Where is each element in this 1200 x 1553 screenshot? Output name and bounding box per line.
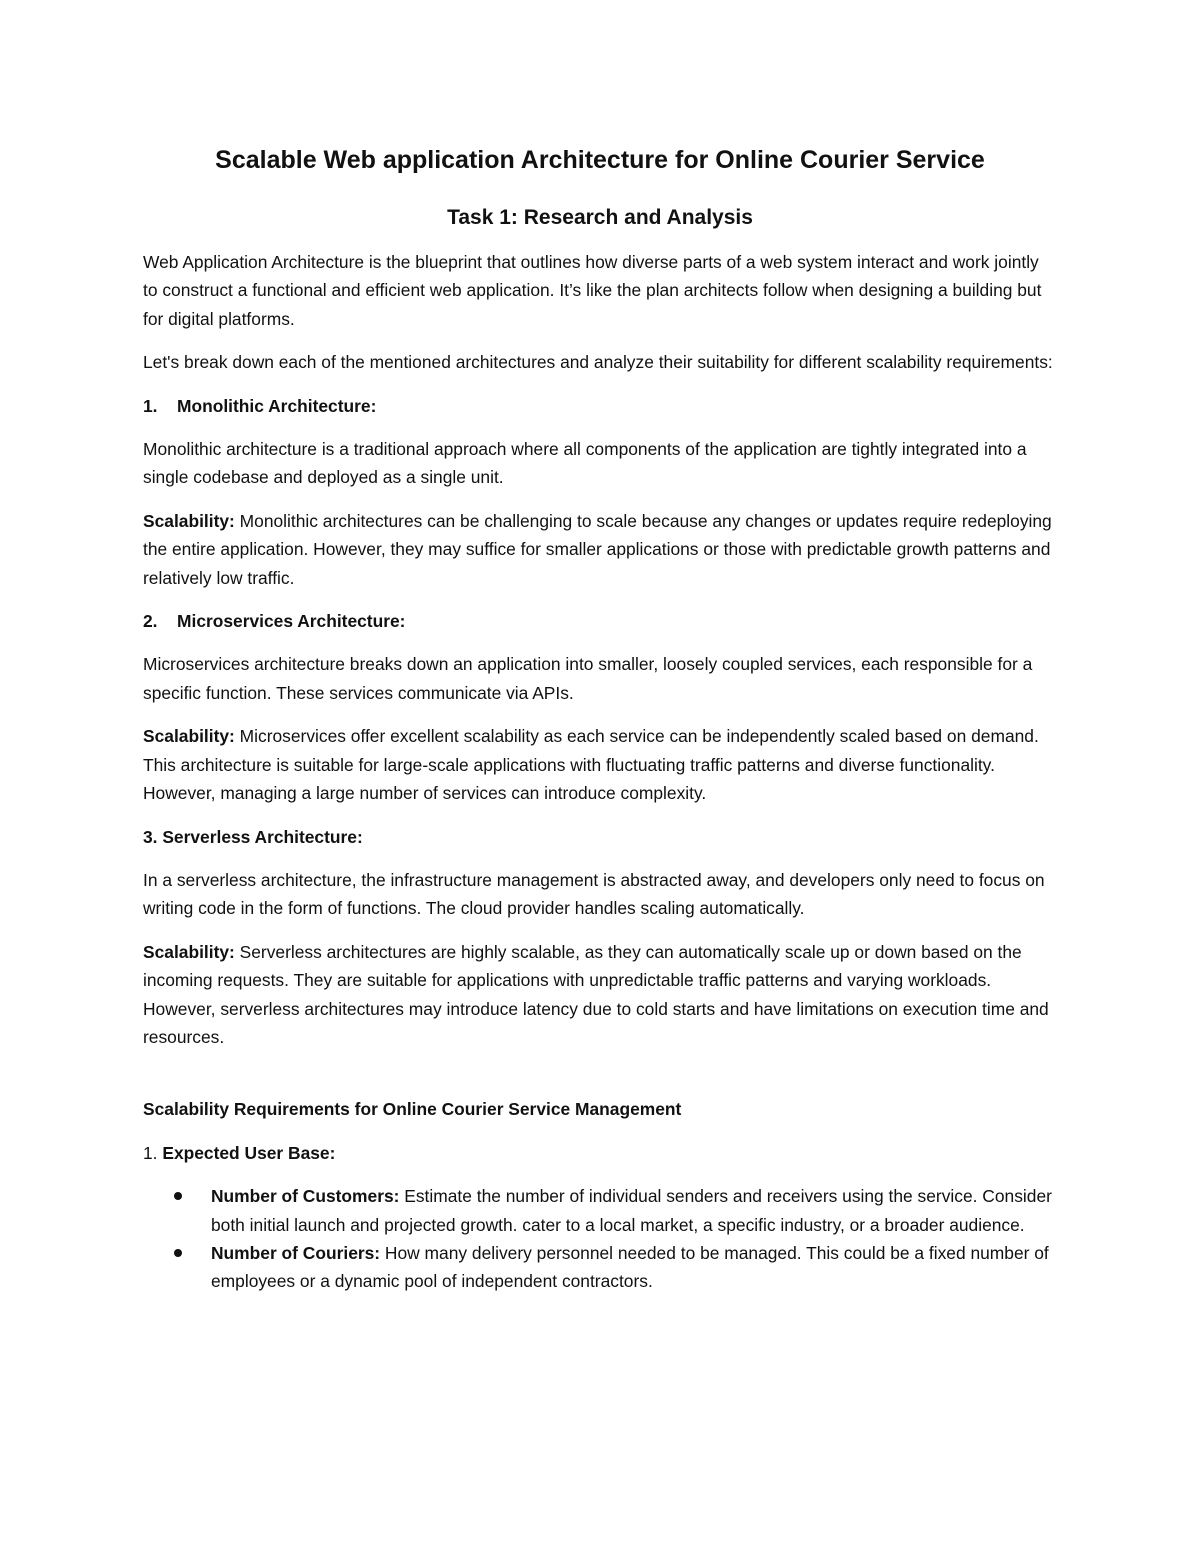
scalability-label: Scalability: <box>143 726 235 747</box>
bullet-icon <box>143 1239 211 1296</box>
section-scalability <box>143 507 1057 592</box>
section-heading-microservices <box>143 607 1057 635</box>
list-item-body: How many delivery personnel needed to be managed. This could be a fixed number of employees or a dynamic pool of independent contractors. <box>211 1242 1049 1292</box>
requirements-list <box>143 1182 1057 1296</box>
scalability-text: Microservices offer excellent scalability as each service can be independently scaled based on demand. This architecture is suitable for large-scale applications with fluctuating traffic patterns and diverse functionality. However, managing a large number of services can introduce complexity. <box>143 726 1039 804</box>
document-title: Scalable Web application Architecture for Online Courier Service <box>215 146 985 174</box>
bullet-icon <box>143 1182 211 1239</box>
breakdown-paragraph: Let's break down each of the mentioned architectures and analyze their suitability for different scalability requirements: <box>143 352 1053 373</box>
section-description: Monolithic architecture is a traditional approach where all components of the application are tightly integrated into a single codebase and deployed as a single unit. <box>143 439 1027 488</box>
list-item <box>143 1239 1057 1296</box>
scalability-text: Serverless architectures are highly scalable, as they can automatically scale up or down based on the incoming requests. They are suitable for applications with unpredictable traffic patterns and varying workloads. However, serverless architectures may introduce latency due to cold starts and have limitations on execution time and resources. <box>143 941 1049 1047</box>
section-number: 2. <box>143 611 158 632</box>
section-heading-text: Monolithic Architecture: <box>177 395 377 416</box>
list-item-text <box>211 1239 1057 1296</box>
list-item <box>143 1182 1057 1239</box>
section-description: In a serverless architecture, the infrastructure management is abstracted away, and developers only need to focus on writing code in the form of functions. The cloud provider handles scaling automatically. <box>143 869 1045 919</box>
document-body <box>143 142 1057 1296</box>
user-base-heading-text: Expected User Base: <box>162 1142 336 1163</box>
section-scalability <box>143 938 1057 1052</box>
user-base-heading <box>143 1139 1057 1167</box>
document-subtitle: Task 1: Research and Analysis <box>447 206 753 229</box>
scalability-text: Monolithic architectures can be challenging to scale because any changes or updates require redeploying the entire application. However, they may suffice for smaller applications or those with predictable growth patterns and relatively low traffic. <box>143 510 1052 588</box>
intro-paragraph: Web Application Architecture is the blueprint that outlines how diverse parts of a web system interact and work jointly to construct a functional and efficient web application. It’s like the plan architects follow when designing a building but for digital platforms. <box>143 252 1042 329</box>
section-scalability <box>143 722 1057 807</box>
section-heading-text: Microservices Architecture: <box>177 611 406 632</box>
requirements-heading: Scalability Requirements for Online Courier Service Management <box>143 1099 682 1120</box>
list-item-text <box>211 1182 1057 1239</box>
list-item-label: Number of Customers: <box>211 1186 400 1207</box>
section-number: 1. <box>143 395 158 416</box>
list-item-body: Estimate the number of individual senders and receivers using the service. Consider both initial launch and projected growth. cater to a local market, a specific industry, or a broader audience. <box>211 1186 1052 1235</box>
section-description: Microservices architecture breaks down an application into smaller, loosely coupled services, each responsible for a specific function. These services communicate via APIs. <box>143 654 1033 703</box>
list-item-label: Number of Couriers: <box>211 1242 381 1263</box>
scalability-label: Scalability: <box>143 510 235 531</box>
section-heading-monolithic <box>143 392 1057 420</box>
user-base-number: 1. <box>143 1142 158 1163</box>
section-heading-serverless: 3. Serverless Architecture: <box>143 826 363 847</box>
scalability-label: Scalability: <box>143 941 235 962</box>
